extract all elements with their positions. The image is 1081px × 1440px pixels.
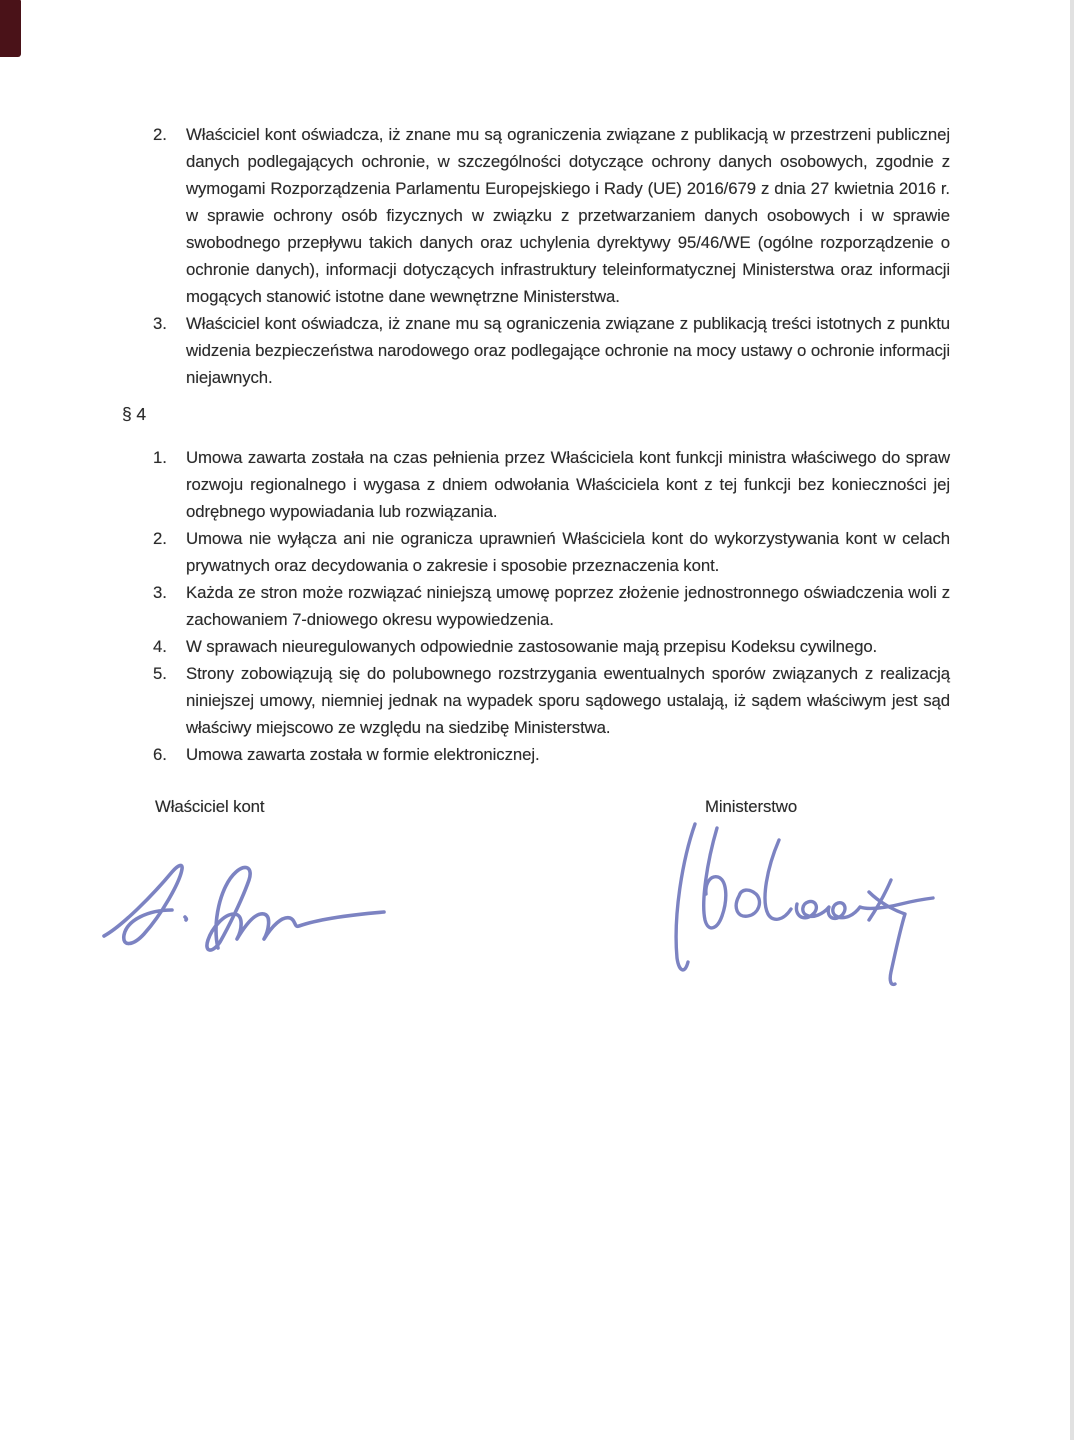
signature-owner-scribble <box>100 852 390 962</box>
scan-corner-artifact <box>0 0 21 57</box>
list-item-text: Każda ze stron może rozwiązać niniejszą umowę poprzez złożenie jednostronnego oświadczenia woli z zachowaniem 7-dniowego okresu wypowiedzenia. <box>186 583 950 629</box>
list-item-number: 2. <box>153 125 167 144</box>
list-item-number: 3. <box>153 314 167 333</box>
list-item-number: 5. <box>153 664 167 683</box>
signature-label-ministry: Ministerstwo <box>705 797 798 816</box>
list-item-number: 1. <box>153 448 167 467</box>
list-item <box>153 633 950 660</box>
list-item-number: 2. <box>153 529 167 548</box>
signature-label-owner: Właściciel kont <box>155 797 265 816</box>
section-heading: § 4 <box>122 404 147 424</box>
scan-edge-line <box>1070 0 1074 1440</box>
list-item-text: Właściciel kont oświadcza, iż znane mu są ograniczenia związane z publikacją w przestrzeni publicznej danych podlegających ochronie, w szczególności dotyczące ochrony danych osobowych, zgodnie z wymogami Rozporządzenia Parlamentu Europejskiego i Rady (UE) 2016/679 z dnia 27 kwietnia 2016 r. w sprawie ochrony osób fizycznych w związku z przetwarzaniem danych osobowych i w sprawie swobodnego przepływu takich danych oraz uchylenia dyrektywy 95/46/WE (ogólne rozporządzenie o ochronie danych), informacji dotyczących infrastruktury teleinformatycznej Ministerstwa oraz informacji mogących stanowić istotne dane wewnętrzne Ministerstwa. <box>186 125 950 306</box>
signature-ink-ministry <box>655 810 950 990</box>
list-item-text: W sprawach nieuregulowanych odpowiednie zastosowanie mają przepisu Kodeksu cywilnego. <box>186 637 878 656</box>
list-item <box>153 121 950 310</box>
list-item-number: 3. <box>153 583 167 602</box>
list-item-text: Właściciel kont oświadcza, iż znane mu są ograniczenia związane z publikacją treści istotnych z punktu widzenia bezpieczeństwa narodowego oraz podlegające ochronie na mocy ustawy o ochronie informacji niejawnych. <box>186 314 950 387</box>
list-item <box>153 444 950 525</box>
document-body <box>122 121 950 823</box>
signature-ministry-scribble <box>655 810 950 990</box>
list-item <box>153 525 950 579</box>
list-item-number: 6. <box>153 745 167 764</box>
list-item-text: Umowa nie wyłącza ani nie ogranicza uprawnień Właściciela kont do wykorzystywania kont w celach prywatnych oraz decydowania o zakresie i sposobie przeznaczenia kont. <box>186 529 950 575</box>
list-item <box>153 741 950 768</box>
numbered-list-section-4 <box>153 444 950 768</box>
numbered-list-continuation <box>153 121 950 391</box>
list-item <box>153 310 950 391</box>
list-item <box>153 660 950 741</box>
list-item <box>153 579 950 633</box>
list-item-text: Umowa zawarta została na czas pełnienia przez Właściciela kont funkcji ministra właściwego do spraw rozwoju regionalnego i wygasa z dniem odwołania Właściciela kont z tej funkcji bez konieczności jej odrębnego wypowiadania lub rozwiązania. <box>186 448 950 521</box>
list-item-text: Strony zobowiązują się do polubownego rozstrzygania ewentualnych sporów związanych z realizacją niniejszej umowy, niemniej jednak na wypadek sporu sądowego ustalają, iż sądem właściwym jest sąd właściwy miejscowo ze względu na siedzibę Ministerstwa. <box>186 664 950 737</box>
signature-ink-owner <box>100 852 390 962</box>
list-item-number: 4. <box>153 637 167 656</box>
list-item-text: Umowa zawarta została w formie elektronicznej. <box>186 745 540 764</box>
